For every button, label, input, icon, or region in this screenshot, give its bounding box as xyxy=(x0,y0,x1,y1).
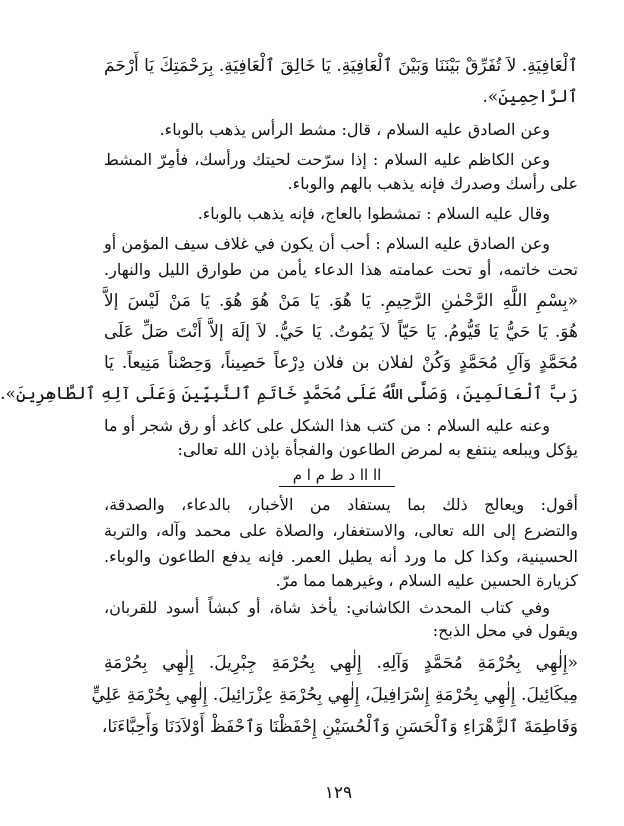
text-line-7: وعن الصادق عليه السلام : أحب أن يكون في غلاف سيف المؤمن أو xyxy=(104,234,550,253)
text-line-4: وعن الكاظم عليه السلام : إذا سرّحت لحيتك ورأسك، فأمِرّ المشط xyxy=(104,150,550,169)
text-line-22: مِيكَائِيلَ. إِلٰهِي بِحُرْمَةِ إِسْرَافِيلَ، إِلٰهِي بِحُرْمَةِ عِزْرَائِيلَ. إِلٰهِي بِحُرْمَةِ عَلِيٍّ xyxy=(91,685,578,705)
symbol-underline xyxy=(279,486,395,487)
text-line-6: وقال عليه السلام : تمشطوا بالعاج، فإنه يذهب بالوباء. xyxy=(197,204,550,223)
text-line-20: ويقول في محل الذبح: xyxy=(432,621,578,640)
text-line-19: وفي كتاب المحدث الكاشاني: يأخذ شاة، أو كبشاً أسود للقربان، xyxy=(104,598,550,617)
text-line-13: وعنه عليه السلام : من كتب هذا الشكل على كاغد أو رق شجر أو ما xyxy=(104,416,550,435)
page-number: ١٢٩ xyxy=(324,783,353,803)
text-line-21: «إِلٰهِي بِحُرْمَةِ مُحَمَّدٍ وَآلِهِ. إِلٰهِي بِحُرْمَةِ جِبْرِيلَ. إِلٰهِي بِحُرْمَةِ xyxy=(104,653,578,673)
text-line-23: وَفَاطِمَةَ ٱلزَّهْرَاءِ وَٱلْحَسَنِ وَٱلْحُسَيْنِ إِحْفَظْنَا وَٱحْفَظْ أَوْلاَدَنَا وَأَحِبَّاءَنَا، xyxy=(101,717,578,737)
text-line-3: وعن الصادق عليه السلام ، قال: مشط الرأس يذهب بالوباء. xyxy=(159,120,550,139)
text-line-5: على رأسك وصدرك فإنه يذهب بالهم والوباء. xyxy=(287,174,578,193)
talisman-symbols: اا اا د ط م ا م xyxy=(292,466,382,484)
text-line-1: ٱلْعَافِيَةِ. لاَ تُفَرِّقْ بَيْنَنَا وَبَيْنَ ٱلْعَافِيَةِ. يَا خَالِقَ ٱلْعَافِيَةِ. بِرَحْمَتِكَ يَا أَرْحَمَ xyxy=(104,56,578,76)
text-line-15: أقول: ويعالج ذلك بما يستفاد من الأخبار، بالدعاء، والصدقة، xyxy=(104,495,578,514)
text-line-2: ٱلرَّاحِمِينَ». xyxy=(482,87,578,107)
text-line-16: والتضرع إلى الله تعالى، والاستغفار، والصلاة على محمد وآله، والتربة xyxy=(104,521,578,540)
text-line-14: يؤكل ويبلعه ينتفع به لمرض الطاعون والفجأة بإذن الله تعالى: xyxy=(177,440,578,459)
text-line-12: رَبَّ ٱلْعَالَمِينَ، وَصَلَّى اللَّهُ عَلَى مُحَمَّدٍ خَاتَمِ ٱلنَّبِيِّينَ وَعَلَى آلِهِ ٱلطَّاهِرِينَ». xyxy=(0,384,578,404)
text-line-11: مُحَمَّدٍ وَآلِ مُحَمَّدٍ وَكُنْ لفلان بن فلان دِرْعاً حَصِيناً، وَحِصْناً مَنِيعاً. يَا xyxy=(104,353,578,373)
text-line-17: الحسينية، وكذا كل ما ورد أنه يطيل العمر. فإنه يدفع الطاعون والوباء. xyxy=(104,547,578,566)
text-line-9: «بِسْمِ اللَّهِ الرَّحْمٰنِ الرَّحِيمِ. يَا هُوَ. يَا مَنْ هُوَ هُوَ. يَا مَنْ لَيْسَ إلاَّ xyxy=(104,291,578,311)
text-line-10: هُوَ. يَا حَيُّ يَا قَيُّومُ. يَا حَيّاً لاَ يَمُوتُ. يَا حَيُّ. لاَ إلَهَ إلاَّ أَنْتَ صَلِّ عَلَى xyxy=(104,322,578,342)
text-line-18: كزيارة الحسين عليه السلام ، وغيرهما مما مرّ. xyxy=(275,571,578,590)
text-line-8: تحت خاتمه، أو تحت عمامته هذا الدعاء يأمن من طوارق الليل والنهار. xyxy=(104,260,578,279)
